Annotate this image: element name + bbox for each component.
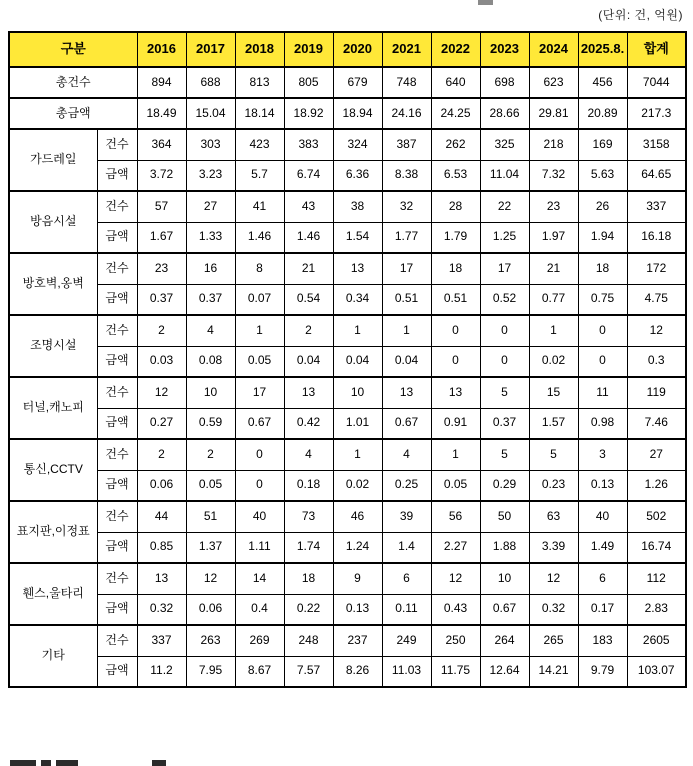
count-value-cell: 2 xyxy=(186,439,235,470)
count-value-cell: 119 xyxy=(627,377,686,408)
subrow-label-count: 건수 xyxy=(97,253,137,284)
count-value-cell: 18 xyxy=(578,253,627,284)
amount-value-cell: 12.64 xyxy=(480,656,529,687)
amount-value-cell: 11.2 xyxy=(137,656,186,687)
category-count-row xyxy=(9,439,686,470)
category-label: 통신,CCTV xyxy=(9,439,97,501)
amount-value-cell: 1.33 xyxy=(186,222,235,253)
category-label: 가드레일 xyxy=(9,129,97,191)
total-value-cell: 748 xyxy=(382,67,431,98)
count-value-cell: 218 xyxy=(529,129,578,160)
total-value-cell: 813 xyxy=(235,67,284,98)
category-label: 표지판,이정표 xyxy=(9,501,97,563)
count-value-cell: 13 xyxy=(382,377,431,408)
subrow-label-amount: 금액 xyxy=(97,532,137,563)
amount-value-cell: 0.54 xyxy=(284,284,333,315)
count-value-cell: 248 xyxy=(284,625,333,656)
amount-value-cell: 16.18 xyxy=(627,222,686,253)
total-value-cell: 29.81 xyxy=(529,98,578,129)
count-value-cell: 324 xyxy=(333,129,382,160)
amount-value-cell: 0.75 xyxy=(578,284,627,315)
count-value-cell: 337 xyxy=(627,191,686,222)
count-value-cell: 18 xyxy=(284,563,333,594)
count-value-cell: 73 xyxy=(284,501,333,532)
count-value-cell: 14 xyxy=(235,563,284,594)
total-value-cell: 18.92 xyxy=(284,98,333,129)
count-value-cell: 325 xyxy=(480,129,529,160)
count-value-cell: 17 xyxy=(382,253,431,284)
cropped-glyph xyxy=(10,760,36,766)
count-value-cell: 1 xyxy=(235,315,284,346)
total-value-cell: 456 xyxy=(578,67,627,98)
category-amount-row xyxy=(9,594,686,625)
category-label: 터널,캐노피 xyxy=(9,377,97,439)
count-value-cell: 6 xyxy=(578,563,627,594)
amount-value-cell: 0.05 xyxy=(431,470,480,501)
amount-value-cell: 8.38 xyxy=(382,160,431,191)
count-value-cell: 262 xyxy=(431,129,480,160)
amount-value-cell: 0.37 xyxy=(480,408,529,439)
count-value-cell: 9 xyxy=(333,563,382,594)
count-value-cell: 0 xyxy=(480,315,529,346)
amount-value-cell: 1.88 xyxy=(480,532,529,563)
amount-value-cell: 5.63 xyxy=(578,160,627,191)
amount-value-cell: 1.94 xyxy=(578,222,627,253)
subrow-label-count: 건수 xyxy=(97,191,137,222)
category-count-row xyxy=(9,377,686,408)
amount-value-cell: 1.67 xyxy=(137,222,186,253)
amount-value-cell: 6.74 xyxy=(284,160,333,191)
amount-value-cell: 0.29 xyxy=(480,470,529,501)
count-value-cell: 63 xyxy=(529,501,578,532)
amount-value-cell: 0.05 xyxy=(235,346,284,377)
amount-value-cell: 0.37 xyxy=(137,284,186,315)
amount-value-cell: 11.04 xyxy=(480,160,529,191)
amount-value-cell: 0.27 xyxy=(137,408,186,439)
count-value-cell: 6 xyxy=(382,563,431,594)
count-value-cell: 51 xyxy=(186,501,235,532)
amount-value-cell: 0.85 xyxy=(137,532,186,563)
count-value-cell: 40 xyxy=(235,501,284,532)
count-value-cell: 364 xyxy=(137,129,186,160)
count-value-cell: 38 xyxy=(333,191,382,222)
count-value-cell: 15 xyxy=(529,377,578,408)
amount-value-cell: 0.51 xyxy=(431,284,480,315)
amount-value-cell: 1.01 xyxy=(333,408,382,439)
total-row xyxy=(9,98,686,129)
category-amount-row xyxy=(9,408,686,439)
count-value-cell: 0 xyxy=(431,315,480,346)
amount-value-cell: 1.25 xyxy=(480,222,529,253)
count-value-cell: 46 xyxy=(333,501,382,532)
amount-value-cell: 0.51 xyxy=(382,284,431,315)
count-value-cell: 13 xyxy=(284,377,333,408)
count-value-cell: 18 xyxy=(431,253,480,284)
amount-value-cell: 0 xyxy=(578,346,627,377)
amount-value-cell: 7.32 xyxy=(529,160,578,191)
amount-value-cell: 0.59 xyxy=(186,408,235,439)
count-value-cell: 11 xyxy=(578,377,627,408)
header-cell: 2021 xyxy=(382,32,431,67)
count-value-cell: 12 xyxy=(529,563,578,594)
count-value-cell: 4 xyxy=(382,439,431,470)
subrow-label-amount: 금액 xyxy=(97,594,137,625)
count-value-cell: 2605 xyxy=(627,625,686,656)
total-value-cell: 679 xyxy=(333,67,382,98)
count-value-cell: 13 xyxy=(333,253,382,284)
amount-value-cell: 103.07 xyxy=(627,656,686,687)
count-value-cell: 5 xyxy=(529,439,578,470)
total-row-label: 총건수 xyxy=(9,67,137,98)
amount-value-cell: 4.75 xyxy=(627,284,686,315)
count-value-cell: 27 xyxy=(627,439,686,470)
count-value-cell: 10 xyxy=(186,377,235,408)
amount-value-cell: 0.32 xyxy=(137,594,186,625)
amount-value-cell: 9.79 xyxy=(578,656,627,687)
amount-value-cell: 0.11 xyxy=(382,594,431,625)
subrow-label-amount: 금액 xyxy=(97,284,137,315)
count-value-cell: 172 xyxy=(627,253,686,284)
amount-value-cell: 1.49 xyxy=(578,532,627,563)
category-amount-row xyxy=(9,222,686,253)
statistics-table xyxy=(8,31,687,688)
amount-value-cell: 0.08 xyxy=(186,346,235,377)
category-count-row xyxy=(9,501,686,532)
count-value-cell: 5 xyxy=(480,377,529,408)
table-body xyxy=(9,67,686,687)
amount-value-cell: 1.74 xyxy=(284,532,333,563)
count-value-cell: 16 xyxy=(186,253,235,284)
count-value-cell: 13 xyxy=(137,563,186,594)
count-value-cell: 57 xyxy=(137,191,186,222)
amount-value-cell: 1.11 xyxy=(235,532,284,563)
amount-value-cell: 0.02 xyxy=(333,470,382,501)
amount-value-cell: 0.13 xyxy=(578,470,627,501)
count-value-cell: 249 xyxy=(382,625,431,656)
amount-value-cell: 3.72 xyxy=(137,160,186,191)
amount-value-cell: 1.57 xyxy=(529,408,578,439)
category-amount-row xyxy=(9,160,686,191)
subrow-label-amount: 금액 xyxy=(97,470,137,501)
count-value-cell: 44 xyxy=(137,501,186,532)
category-label: 기타 xyxy=(9,625,97,687)
cropped-glyph xyxy=(56,760,78,766)
count-value-cell: 32 xyxy=(382,191,431,222)
count-value-cell: 27 xyxy=(186,191,235,222)
total-value-cell: 18.94 xyxy=(333,98,382,129)
total-row-label: 총금액 xyxy=(9,98,137,129)
count-value-cell: 169 xyxy=(578,129,627,160)
amount-value-cell: 1.4 xyxy=(382,532,431,563)
count-value-cell: 237 xyxy=(333,625,382,656)
amount-value-cell: 11.75 xyxy=(431,656,480,687)
amount-value-cell: 7.95 xyxy=(186,656,235,687)
count-value-cell: 12 xyxy=(627,315,686,346)
cropped-title-fragment xyxy=(478,0,493,5)
subrow-label-count: 건수 xyxy=(97,377,137,408)
amount-value-cell: 0.67 xyxy=(382,408,431,439)
total-value-cell: 28.66 xyxy=(480,98,529,129)
amount-value-cell: 0 xyxy=(480,346,529,377)
amount-value-cell: 0.42 xyxy=(284,408,333,439)
category-count-row xyxy=(9,563,686,594)
amount-value-cell: 11.03 xyxy=(382,656,431,687)
amount-value-cell: 0.02 xyxy=(529,346,578,377)
count-value-cell: 1 xyxy=(529,315,578,346)
subrow-label-count: 건수 xyxy=(97,501,137,532)
cropped-glyph xyxy=(152,760,166,766)
subrow-label-count: 건수 xyxy=(97,563,137,594)
header-cell: 2020 xyxy=(333,32,382,67)
count-value-cell: 23 xyxy=(137,253,186,284)
count-value-cell: 8 xyxy=(235,253,284,284)
header-cell: 2016 xyxy=(137,32,186,67)
category-amount-row xyxy=(9,470,686,501)
amount-value-cell: 0.25 xyxy=(382,470,431,501)
count-value-cell: 17 xyxy=(480,253,529,284)
count-value-cell: 2 xyxy=(137,439,186,470)
amount-value-cell: 0.32 xyxy=(529,594,578,625)
amount-value-cell: 1.54 xyxy=(333,222,382,253)
count-value-cell: 1 xyxy=(431,439,480,470)
header-cell: 2017 xyxy=(186,32,235,67)
amount-value-cell: 7.46 xyxy=(627,408,686,439)
count-value-cell: 4 xyxy=(284,439,333,470)
category-label: 조명시설 xyxy=(9,315,97,377)
amount-value-cell: 5.7 xyxy=(235,160,284,191)
amount-value-cell: 6.53 xyxy=(431,160,480,191)
amount-value-cell: 0.04 xyxy=(382,346,431,377)
amount-value-cell: 1.37 xyxy=(186,532,235,563)
total-value-cell: 698 xyxy=(480,67,529,98)
count-value-cell: 383 xyxy=(284,129,333,160)
amount-value-cell: 1.79 xyxy=(431,222,480,253)
count-value-cell: 12 xyxy=(186,563,235,594)
count-value-cell: 50 xyxy=(480,501,529,532)
total-value-cell: 7044 xyxy=(627,67,686,98)
amount-value-cell: 2.27 xyxy=(431,532,480,563)
amount-value-cell: 0.67 xyxy=(235,408,284,439)
amount-value-cell: 0.03 xyxy=(137,346,186,377)
amount-value-cell: 7.57 xyxy=(284,656,333,687)
header-cell-gubun: 구분 xyxy=(9,32,137,67)
amount-value-cell: 3.39 xyxy=(529,532,578,563)
amount-value-cell: 0 xyxy=(235,470,284,501)
count-value-cell: 2 xyxy=(284,315,333,346)
amount-value-cell: 1.77 xyxy=(382,222,431,253)
count-value-cell: 269 xyxy=(235,625,284,656)
count-value-cell: 423 xyxy=(235,129,284,160)
amount-value-cell: 0.34 xyxy=(333,284,382,315)
total-value-cell: 24.16 xyxy=(382,98,431,129)
subrow-label-count: 건수 xyxy=(97,129,137,160)
count-value-cell: 1 xyxy=(333,439,382,470)
count-value-cell: 387 xyxy=(382,129,431,160)
count-value-cell: 1 xyxy=(382,315,431,346)
total-value-cell: 688 xyxy=(186,67,235,98)
category-count-row xyxy=(9,315,686,346)
count-value-cell: 250 xyxy=(431,625,480,656)
amount-value-cell: 0.3 xyxy=(627,346,686,377)
subrow-label-amount: 금액 xyxy=(97,222,137,253)
amount-value-cell: 1.97 xyxy=(529,222,578,253)
count-value-cell: 0 xyxy=(578,315,627,346)
amount-value-cell: 0.07 xyxy=(235,284,284,315)
amount-value-cell: 0.43 xyxy=(431,594,480,625)
count-value-cell: 264 xyxy=(480,625,529,656)
amount-value-cell: 0.23 xyxy=(529,470,578,501)
header-cell: 2023 xyxy=(480,32,529,67)
total-value-cell: 640 xyxy=(431,67,480,98)
category-label: 방음시설 xyxy=(9,191,97,253)
count-value-cell: 10 xyxy=(480,563,529,594)
amount-value-cell: 14.21 xyxy=(529,656,578,687)
amount-value-cell: 16.74 xyxy=(627,532,686,563)
subrow-label-amount: 금액 xyxy=(97,656,137,687)
amount-value-cell: 0.17 xyxy=(578,594,627,625)
amount-value-cell: 0.4 xyxy=(235,594,284,625)
header-cell: 2025.8. xyxy=(578,32,627,67)
count-value-cell: 21 xyxy=(284,253,333,284)
subrow-label-count: 건수 xyxy=(97,439,137,470)
count-value-cell: 43 xyxy=(284,191,333,222)
subrow-label-count: 건수 xyxy=(97,315,137,346)
category-label: 방호벽,옹벽 xyxy=(9,253,97,315)
total-value-cell: 217.3 xyxy=(627,98,686,129)
category-amount-row xyxy=(9,656,686,687)
amount-value-cell: 64.65 xyxy=(627,160,686,191)
amount-value-cell: 8.26 xyxy=(333,656,382,687)
amount-value-cell: 0 xyxy=(431,346,480,377)
amount-value-cell: 0.77 xyxy=(529,284,578,315)
total-value-cell: 15.04 xyxy=(186,98,235,129)
total-value-cell: 24.25 xyxy=(431,98,480,129)
count-value-cell: 21 xyxy=(529,253,578,284)
category-count-row xyxy=(9,191,686,222)
count-value-cell: 28 xyxy=(431,191,480,222)
count-value-cell: 23 xyxy=(529,191,578,222)
total-value-cell: 18.49 xyxy=(137,98,186,129)
count-value-cell: 17 xyxy=(235,377,284,408)
category-amount-row xyxy=(9,284,686,315)
amount-value-cell: 1.46 xyxy=(235,222,284,253)
amount-value-cell: 1.26 xyxy=(627,470,686,501)
count-value-cell: 3158 xyxy=(627,129,686,160)
subrow-label-amount: 금액 xyxy=(97,408,137,439)
amount-value-cell: 8.67 xyxy=(235,656,284,687)
subrow-label-amount: 금액 xyxy=(97,346,137,377)
amount-value-cell: 0.13 xyxy=(333,594,382,625)
amount-value-cell: 1.46 xyxy=(284,222,333,253)
amount-value-cell: 0.91 xyxy=(431,408,480,439)
count-value-cell: 4 xyxy=(186,315,235,346)
count-value-cell: 22 xyxy=(480,191,529,222)
count-value-cell: 0 xyxy=(235,439,284,470)
header-cell: 2024 xyxy=(529,32,578,67)
count-value-cell: 13 xyxy=(431,377,480,408)
amount-value-cell: 0.04 xyxy=(333,346,382,377)
header-cell: 합계 xyxy=(627,32,686,67)
count-value-cell: 337 xyxy=(137,625,186,656)
amount-value-cell: 2.83 xyxy=(627,594,686,625)
total-value-cell: 805 xyxy=(284,67,333,98)
amount-value-cell: 0.67 xyxy=(480,594,529,625)
category-amount-row xyxy=(9,532,686,563)
header-cell: 2018 xyxy=(235,32,284,67)
amount-value-cell: 0.52 xyxy=(480,284,529,315)
count-value-cell: 502 xyxy=(627,501,686,532)
subrow-label-amount: 금액 xyxy=(97,160,137,191)
unit-note: (단위: 건, 억원) xyxy=(598,8,683,22)
total-row xyxy=(9,67,686,98)
amount-value-cell: 0.06 xyxy=(137,470,186,501)
amount-value-cell: 6.36 xyxy=(333,160,382,191)
count-value-cell: 3 xyxy=(578,439,627,470)
amount-value-cell: 0.06 xyxy=(186,594,235,625)
category-count-row xyxy=(9,253,686,284)
table-header xyxy=(9,32,686,67)
count-value-cell: 5 xyxy=(480,439,529,470)
amount-value-cell: 0.05 xyxy=(186,470,235,501)
total-value-cell: 18.14 xyxy=(235,98,284,129)
amount-value-cell: 0.37 xyxy=(186,284,235,315)
count-value-cell: 56 xyxy=(431,501,480,532)
header-cell: 2019 xyxy=(284,32,333,67)
count-value-cell: 26 xyxy=(578,191,627,222)
count-value-cell: 1 xyxy=(333,315,382,346)
count-value-cell: 263 xyxy=(186,625,235,656)
cropped-bottom-text xyxy=(8,759,408,766)
count-value-cell: 39 xyxy=(382,501,431,532)
count-value-cell: 183 xyxy=(578,625,627,656)
category-count-row xyxy=(9,625,686,656)
category-count-row xyxy=(9,129,686,160)
count-value-cell: 40 xyxy=(578,501,627,532)
amount-value-cell: 0.22 xyxy=(284,594,333,625)
amount-value-cell: 1.24 xyxy=(333,532,382,563)
count-value-cell: 41 xyxy=(235,191,284,222)
total-value-cell: 623 xyxy=(529,67,578,98)
count-value-cell: 2 xyxy=(137,315,186,346)
amount-value-cell: 0.98 xyxy=(578,408,627,439)
cropped-glyph xyxy=(41,760,51,766)
count-value-cell: 265 xyxy=(529,625,578,656)
header-cell: 2022 xyxy=(431,32,480,67)
amount-value-cell: 0.04 xyxy=(284,346,333,377)
count-value-cell: 112 xyxy=(627,563,686,594)
amount-value-cell: 0.18 xyxy=(284,470,333,501)
subrow-label-count: 건수 xyxy=(97,625,137,656)
amount-value-cell: 3.23 xyxy=(186,160,235,191)
count-value-cell: 10 xyxy=(333,377,382,408)
count-value-cell: 12 xyxy=(137,377,186,408)
count-value-cell: 12 xyxy=(431,563,480,594)
category-amount-row xyxy=(9,346,686,377)
total-value-cell: 894 xyxy=(137,67,186,98)
count-value-cell: 303 xyxy=(186,129,235,160)
category-label: 휀스,울타리 xyxy=(9,563,97,625)
total-value-cell: 20.89 xyxy=(578,98,627,129)
